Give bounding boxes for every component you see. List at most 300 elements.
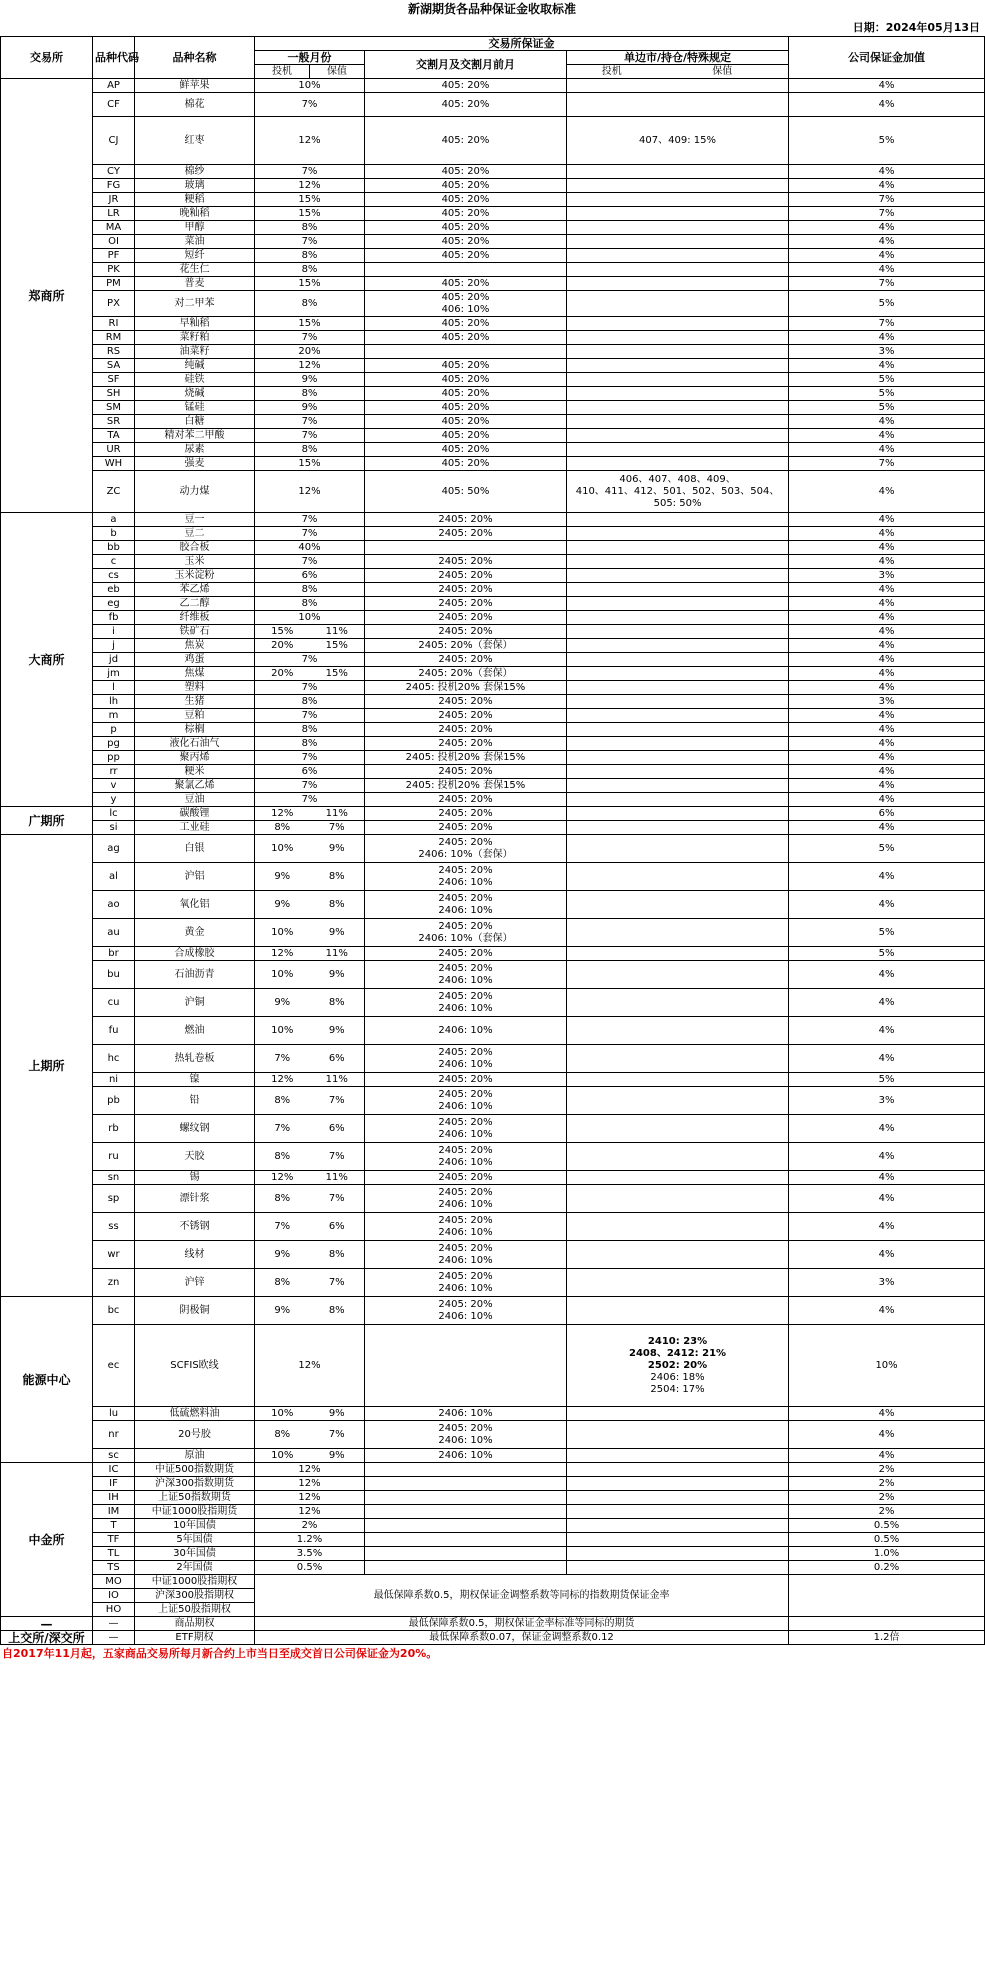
code-cell: TA xyxy=(93,429,135,443)
name-cell: 螺纹钢 xyxy=(135,1115,255,1143)
code-cell: IF xyxy=(93,1477,135,1491)
code-cell: v xyxy=(93,779,135,793)
special-cell xyxy=(567,1297,789,1325)
special-cell xyxy=(567,723,789,737)
special-cell xyxy=(567,291,789,317)
table-row xyxy=(1,193,985,207)
text-line: 406、407、408、409、 xyxy=(619,473,736,485)
table-row xyxy=(1,1045,985,1073)
text-line: 2406: 10%（套保） xyxy=(418,932,513,944)
table-row xyxy=(1,1073,985,1087)
delivery-cell xyxy=(365,401,567,415)
name-cell: 玻璃 xyxy=(135,179,255,193)
delivery-cell xyxy=(365,277,567,291)
hedge-margin-cell: 8% xyxy=(310,863,365,891)
general-margin-cell: 8% xyxy=(255,695,365,709)
special-cell xyxy=(567,1407,789,1421)
company-add-cell: 4% xyxy=(789,179,985,193)
header-exchange-margin: 交易所保证金 xyxy=(255,37,789,51)
delivery-cell xyxy=(365,793,567,807)
general-margin-cell: 12% xyxy=(255,179,365,193)
company-add-cell: 5% xyxy=(789,1073,985,1087)
text-line: 505: 50% xyxy=(653,497,702,509)
delivery-cell xyxy=(365,989,567,1017)
company-add-cell: 10% xyxy=(789,1325,985,1407)
table-row xyxy=(1,429,985,443)
special-cell xyxy=(567,807,789,821)
company-add-cell: 3% xyxy=(789,695,985,709)
delivery-cell xyxy=(365,345,567,359)
name-cell: 硅铁 xyxy=(135,373,255,387)
text-line: 2405: 投机20% 套保15% xyxy=(405,681,526,693)
table-row xyxy=(1,947,985,961)
general-margin-cell: 8% xyxy=(255,723,365,737)
text-line: 2406: 10% xyxy=(438,974,493,986)
special-cell xyxy=(567,611,789,625)
table-row xyxy=(1,263,985,277)
name-cell: 油菜籽 xyxy=(135,345,255,359)
text-line: 2405: 20% xyxy=(438,625,493,637)
text-line: 2405: 20% xyxy=(438,1214,493,1226)
general-margin-cell: 7% xyxy=(255,653,365,667)
delivery-cell xyxy=(365,597,567,611)
special-cell xyxy=(567,947,789,961)
table-row xyxy=(1,317,985,331)
special-cell xyxy=(567,751,789,765)
code-cell: l xyxy=(93,681,135,695)
special-cell xyxy=(567,415,789,429)
general-margin-cell: 8% xyxy=(255,387,365,401)
special-cell xyxy=(567,1185,789,1213)
hedge-margin-cell: 6% xyxy=(310,1045,365,1073)
hedge-margin-cell: 9% xyxy=(310,1449,365,1463)
hedge-margin-cell: 8% xyxy=(310,891,365,919)
delivery-cell xyxy=(365,443,567,457)
delivery-cell xyxy=(365,639,567,653)
date-label: 日期：2024年05月13日 xyxy=(852,21,980,34)
text-line: 2406: 10% xyxy=(438,1434,493,1446)
exchange-cell: 广期所 xyxy=(1,807,93,835)
special-cell xyxy=(567,793,789,807)
hedge-margin-cell: 7% xyxy=(310,821,365,835)
delivery-cell xyxy=(365,583,567,597)
table-row xyxy=(1,1491,985,1505)
text-line: 2406: 10% xyxy=(438,1100,493,1112)
company-add-cell: 4% xyxy=(789,1045,985,1073)
company-add-cell: 4% xyxy=(789,723,985,737)
company-add-cell: 4% xyxy=(789,1171,985,1185)
special-cell xyxy=(567,277,789,291)
delivery-cell xyxy=(365,653,567,667)
special-cell xyxy=(567,387,789,401)
company-add-cell: 4% xyxy=(789,625,985,639)
text-line: 2406: 10% xyxy=(438,1254,493,1266)
delivery-cell xyxy=(365,667,567,681)
code-cell: RS xyxy=(93,345,135,359)
footnote: 自2017年11月起，五家商品交易所每月新合约上市当日至成交首日公司保证金为20%。 xyxy=(2,1647,438,1660)
special-cell xyxy=(567,821,789,835)
text-line: 405: 20% xyxy=(441,165,490,177)
code-cell: MA xyxy=(93,221,135,235)
company-add-cell: 0.5% xyxy=(789,1519,985,1533)
delivery-cell xyxy=(365,249,567,263)
text-line: 2405: 20% xyxy=(438,737,493,749)
code-cell: pg xyxy=(93,737,135,751)
delivery-cell xyxy=(365,387,567,401)
text-line: 2405: 20% xyxy=(438,765,493,777)
text-line: 2405: 20% xyxy=(438,807,493,819)
name-cell: 聚丙烯 xyxy=(135,751,255,765)
special-cell xyxy=(567,429,789,443)
table-row xyxy=(1,611,985,625)
delivery-cell xyxy=(365,179,567,193)
table-row xyxy=(1,1463,985,1477)
table-header xyxy=(1,37,985,79)
general-margin-cell: 8% xyxy=(255,737,365,751)
table-row xyxy=(1,387,985,401)
text-line: 2406: 10% xyxy=(438,1128,493,1140)
text-line: 405: 20% xyxy=(441,207,490,219)
table-body xyxy=(1,79,985,1645)
hedge-margin-cell: 11% xyxy=(310,1073,365,1087)
company-add-cell: 4% xyxy=(789,1297,985,1325)
spec-margin-cell: 12% xyxy=(255,947,310,961)
company-add-cell: 4% xyxy=(789,1143,985,1171)
exchange-cell: 大商所 xyxy=(1,513,93,807)
text-line: 2405: 20% xyxy=(438,527,493,539)
general-margin-cell: 8% xyxy=(255,249,365,263)
general-margin-cell: 7% xyxy=(255,779,365,793)
table-row xyxy=(1,1241,985,1269)
name-cell: 普麦 xyxy=(135,277,255,291)
text-line: 2406: 10% xyxy=(438,904,493,916)
table-row xyxy=(1,1631,985,1645)
delivery-cell xyxy=(365,117,567,165)
name-cell: 粳米 xyxy=(135,765,255,779)
delivery-cell xyxy=(365,1421,567,1449)
general-margin-cell: 15% xyxy=(255,317,365,331)
table-row xyxy=(1,1617,985,1631)
company-add-cell: 4% xyxy=(789,639,985,653)
code-cell: SH xyxy=(93,387,135,401)
company-add-cell: 4% xyxy=(789,583,985,597)
table-row xyxy=(1,835,985,863)
text-line: 405: 20% xyxy=(441,331,490,343)
header-special-spec: 投机 xyxy=(567,65,657,79)
text-line: 405: 20% xyxy=(441,79,490,91)
name-cell: 线材 xyxy=(135,1241,255,1269)
text-line: 2406: 10% xyxy=(438,1058,493,1070)
name-cell: 铁矿石 xyxy=(135,625,255,639)
delivery-cell xyxy=(365,291,567,317)
code-cell: IO xyxy=(93,1589,135,1603)
code-cell: bu xyxy=(93,961,135,989)
table-row xyxy=(1,1115,985,1143)
special-cell xyxy=(567,345,789,359)
table-row xyxy=(1,1421,985,1449)
code-cell: jm xyxy=(93,667,135,681)
general-margin-cell: 7% xyxy=(255,235,365,249)
special-cell xyxy=(567,961,789,989)
table-row xyxy=(1,79,985,93)
delivery-cell xyxy=(365,1449,567,1463)
name-cell: 焦炭 xyxy=(135,639,255,653)
code-cell: TF xyxy=(93,1533,135,1547)
hedge-margin-cell: 11% xyxy=(310,625,365,639)
company-add-cell: 4% xyxy=(789,1241,985,1269)
general-margin-cell: 12% xyxy=(255,1491,365,1505)
options-rule-cell: 最低保障系数0.07，保证金调整系数0.12 xyxy=(255,1631,789,1645)
text-line: 405: 20% xyxy=(441,193,490,205)
company-add-cell: 4% xyxy=(789,751,985,765)
table-row xyxy=(1,891,985,919)
company-add-cell: 4% xyxy=(789,471,985,513)
text-line: 405: 20% xyxy=(441,443,490,455)
company-add-cell: 4% xyxy=(789,989,985,1017)
code-cell: ao xyxy=(93,891,135,919)
name-cell: 棉纱 xyxy=(135,165,255,179)
delivery-cell xyxy=(365,263,567,277)
name-cell: 菜油 xyxy=(135,235,255,249)
company-add-cell: 4% xyxy=(789,1449,985,1463)
hedge-margin-cell: 7% xyxy=(310,1421,365,1449)
code-cell: ZC xyxy=(93,471,135,513)
special-cell xyxy=(567,359,789,373)
text-line: 2405: 20% xyxy=(438,990,493,1002)
options-rule-cell: 最低保障系数0.5，期权保证金率标准等同标的期货 xyxy=(255,1617,789,1631)
company-add-cell: 4% xyxy=(789,681,985,695)
code-cell: SA xyxy=(93,359,135,373)
code-cell: lh xyxy=(93,695,135,709)
table-row xyxy=(1,1143,985,1171)
company-add-cell: 5% xyxy=(789,947,985,961)
hedge-margin-cell: 9% xyxy=(310,835,365,863)
special-cell xyxy=(567,1561,789,1575)
general-margin-cell: 12% xyxy=(255,1505,365,1519)
name-cell: 沪深300指数期货 xyxy=(135,1477,255,1491)
delivery-cell xyxy=(365,221,567,235)
general-margin-cell: 7% xyxy=(255,793,365,807)
company-add-cell: 4% xyxy=(789,1407,985,1421)
text-line: 405: 20% xyxy=(441,317,490,329)
name-cell: 上证50股指期权 xyxy=(135,1603,255,1617)
spec-margin-cell: 8% xyxy=(255,1143,310,1171)
table-row xyxy=(1,821,985,835)
name-cell: 20号胶 xyxy=(135,1421,255,1449)
spec-margin-cell: 8% xyxy=(255,821,310,835)
code-cell: m xyxy=(93,709,135,723)
special-cell xyxy=(567,1533,789,1547)
text-line: 405: 20% xyxy=(441,373,490,385)
special-cell xyxy=(567,263,789,277)
code-cell: bc xyxy=(93,1297,135,1325)
company-add-cell: 4% xyxy=(789,653,985,667)
table-row xyxy=(1,989,985,1017)
hedge-margin-cell: 6% xyxy=(310,1115,365,1143)
code-cell: PK xyxy=(93,263,135,277)
text-line: 2405: 20% xyxy=(438,892,493,904)
text-line: 2406: 10% xyxy=(438,1282,493,1294)
company-add-cell: 7% xyxy=(789,317,985,331)
table-row xyxy=(1,1407,985,1421)
table-row xyxy=(1,221,985,235)
name-cell: 镍 xyxy=(135,1073,255,1087)
code-cell: lc xyxy=(93,807,135,821)
table-row xyxy=(1,597,985,611)
code-cell: si xyxy=(93,821,135,835)
name-cell: 动力煤 xyxy=(135,471,255,513)
delivery-cell xyxy=(365,541,567,555)
company-add-cell: 4% xyxy=(789,891,985,919)
delivery-cell xyxy=(365,611,567,625)
table-row xyxy=(1,1519,985,1533)
name-cell: 豆粕 xyxy=(135,709,255,723)
company-add-cell: 0.5% xyxy=(789,1533,985,1547)
table-row xyxy=(1,401,985,415)
name-cell: 纯碱 xyxy=(135,359,255,373)
code-cell: HO xyxy=(93,1603,135,1617)
code-cell: hc xyxy=(93,1045,135,1073)
company-add-cell: 4% xyxy=(789,235,985,249)
name-cell: 胶合板 xyxy=(135,541,255,555)
code-cell: br xyxy=(93,947,135,961)
delivery-cell xyxy=(365,235,567,249)
delivery-cell xyxy=(365,1087,567,1115)
name-cell: 沪深300股指期权 xyxy=(135,1589,255,1603)
name-cell: SCFIS欧线 xyxy=(135,1325,255,1407)
table-row xyxy=(1,639,985,653)
company-add-cell: 4% xyxy=(789,513,985,527)
text-line: 405: 20% xyxy=(441,98,490,110)
spec-margin-cell: 8% xyxy=(255,1421,310,1449)
general-margin-cell: 7% xyxy=(255,93,365,117)
code-cell: jd xyxy=(93,653,135,667)
name-cell: 乙二醇 xyxy=(135,597,255,611)
name-cell: 锡 xyxy=(135,1171,255,1185)
name-cell: 铅 xyxy=(135,1087,255,1115)
text-line: 2408、2412: 21% xyxy=(628,1347,727,1359)
delivery-cell xyxy=(365,737,567,751)
delivery-cell xyxy=(365,1463,567,1477)
header-company-add: 公司保证金加值 xyxy=(789,37,985,79)
company-add-cell: 4% xyxy=(789,709,985,723)
options-rule-cell: 最低保障系数0.5，期权保证金调整系数等同标的指数期货保证金率 xyxy=(255,1575,789,1617)
company-add-cell: 2% xyxy=(789,1491,985,1505)
code-cell: — xyxy=(93,1631,135,1645)
code-cell: CF xyxy=(93,93,135,117)
company-add-cell: 7% xyxy=(789,277,985,291)
name-cell: 合成橡胶 xyxy=(135,947,255,961)
company-add-cell: 5% xyxy=(789,291,985,317)
general-margin-cell: 7% xyxy=(255,165,365,179)
delivery-cell xyxy=(365,625,567,639)
hedge-margin-cell: 7% xyxy=(310,1087,365,1115)
code-cell: pp xyxy=(93,751,135,765)
text-line: 2406: 10% xyxy=(438,1449,493,1461)
table-row xyxy=(1,1171,985,1185)
text-line: 2405: 20% xyxy=(438,836,493,848)
delivery-cell xyxy=(365,947,567,961)
delivery-cell xyxy=(365,695,567,709)
special-cell xyxy=(567,1171,789,1185)
company-add-cell: 3% xyxy=(789,1087,985,1115)
text-line: 2405: 20% xyxy=(438,1270,493,1282)
general-margin-cell: 20% xyxy=(255,345,365,359)
special-cell xyxy=(567,1213,789,1241)
company-add-cell: 3% xyxy=(789,1269,985,1297)
code-cell: PF xyxy=(93,249,135,263)
general-margin-cell: 8% xyxy=(255,291,365,317)
table-row xyxy=(1,555,985,569)
table-row xyxy=(1,569,985,583)
spec-margin-cell: 9% xyxy=(255,989,310,1017)
table-row xyxy=(1,737,985,751)
special-cell xyxy=(567,1449,789,1463)
code-cell: CY xyxy=(93,165,135,179)
table-row xyxy=(1,1185,985,1213)
code-cell: cu xyxy=(93,989,135,1017)
company-add-cell: 4% xyxy=(789,1017,985,1045)
special-cell xyxy=(567,919,789,947)
text-line: 2406: 10% xyxy=(438,1310,493,1322)
special-cell xyxy=(567,179,789,193)
general-margin-cell: 8% xyxy=(255,597,365,611)
code-cell: RI xyxy=(93,317,135,331)
text-line: 2406: 10%（套保） xyxy=(418,848,513,860)
text-line: 405: 20% xyxy=(441,457,490,469)
special-cell xyxy=(567,835,789,863)
code-cell: i xyxy=(93,625,135,639)
text-line: 405: 20% xyxy=(441,359,490,371)
general-margin-cell: 12% xyxy=(255,1463,365,1477)
name-cell: 甲醇 xyxy=(135,221,255,235)
delivery-cell xyxy=(365,193,567,207)
table-row xyxy=(1,1297,985,1325)
company-add-cell: 0.2% xyxy=(789,1561,985,1575)
general-margin-cell: 7% xyxy=(255,555,365,569)
special-cell xyxy=(567,653,789,667)
special-cell xyxy=(567,737,789,751)
table-row xyxy=(1,667,985,681)
general-margin-cell: 7% xyxy=(255,331,365,345)
table-row xyxy=(1,751,985,765)
general-margin-cell: 8% xyxy=(255,443,365,457)
table-row xyxy=(1,359,985,373)
company-add-cell: 7% xyxy=(789,207,985,221)
general-margin-cell: 12% xyxy=(255,1325,365,1407)
company-add-cell: 4% xyxy=(789,597,985,611)
name-cell: 燃油 xyxy=(135,1017,255,1045)
text-line: 2405: 投机20% 套保15% xyxy=(405,751,526,763)
name-cell: 烧碱 xyxy=(135,387,255,401)
company-add-cell: 4% xyxy=(789,263,985,277)
delivery-cell xyxy=(365,723,567,737)
company-add-cell xyxy=(789,1575,985,1617)
text-line: 2406: 10% xyxy=(438,876,493,888)
company-add-cell: 4% xyxy=(789,429,985,443)
company-add-cell: 4% xyxy=(789,1115,985,1143)
special-cell xyxy=(567,555,789,569)
table-row xyxy=(1,541,985,555)
spec-margin-cell: 8% xyxy=(255,1269,310,1297)
company-add-cell: 2% xyxy=(789,1477,985,1491)
general-margin-cell: 7% xyxy=(255,513,365,527)
code-cell: T xyxy=(93,1519,135,1533)
company-add-cell: 3% xyxy=(789,345,985,359)
code-cell: MO xyxy=(93,1575,135,1589)
delivery-cell xyxy=(365,1561,567,1575)
text-line: 2405: 20% xyxy=(438,920,493,932)
